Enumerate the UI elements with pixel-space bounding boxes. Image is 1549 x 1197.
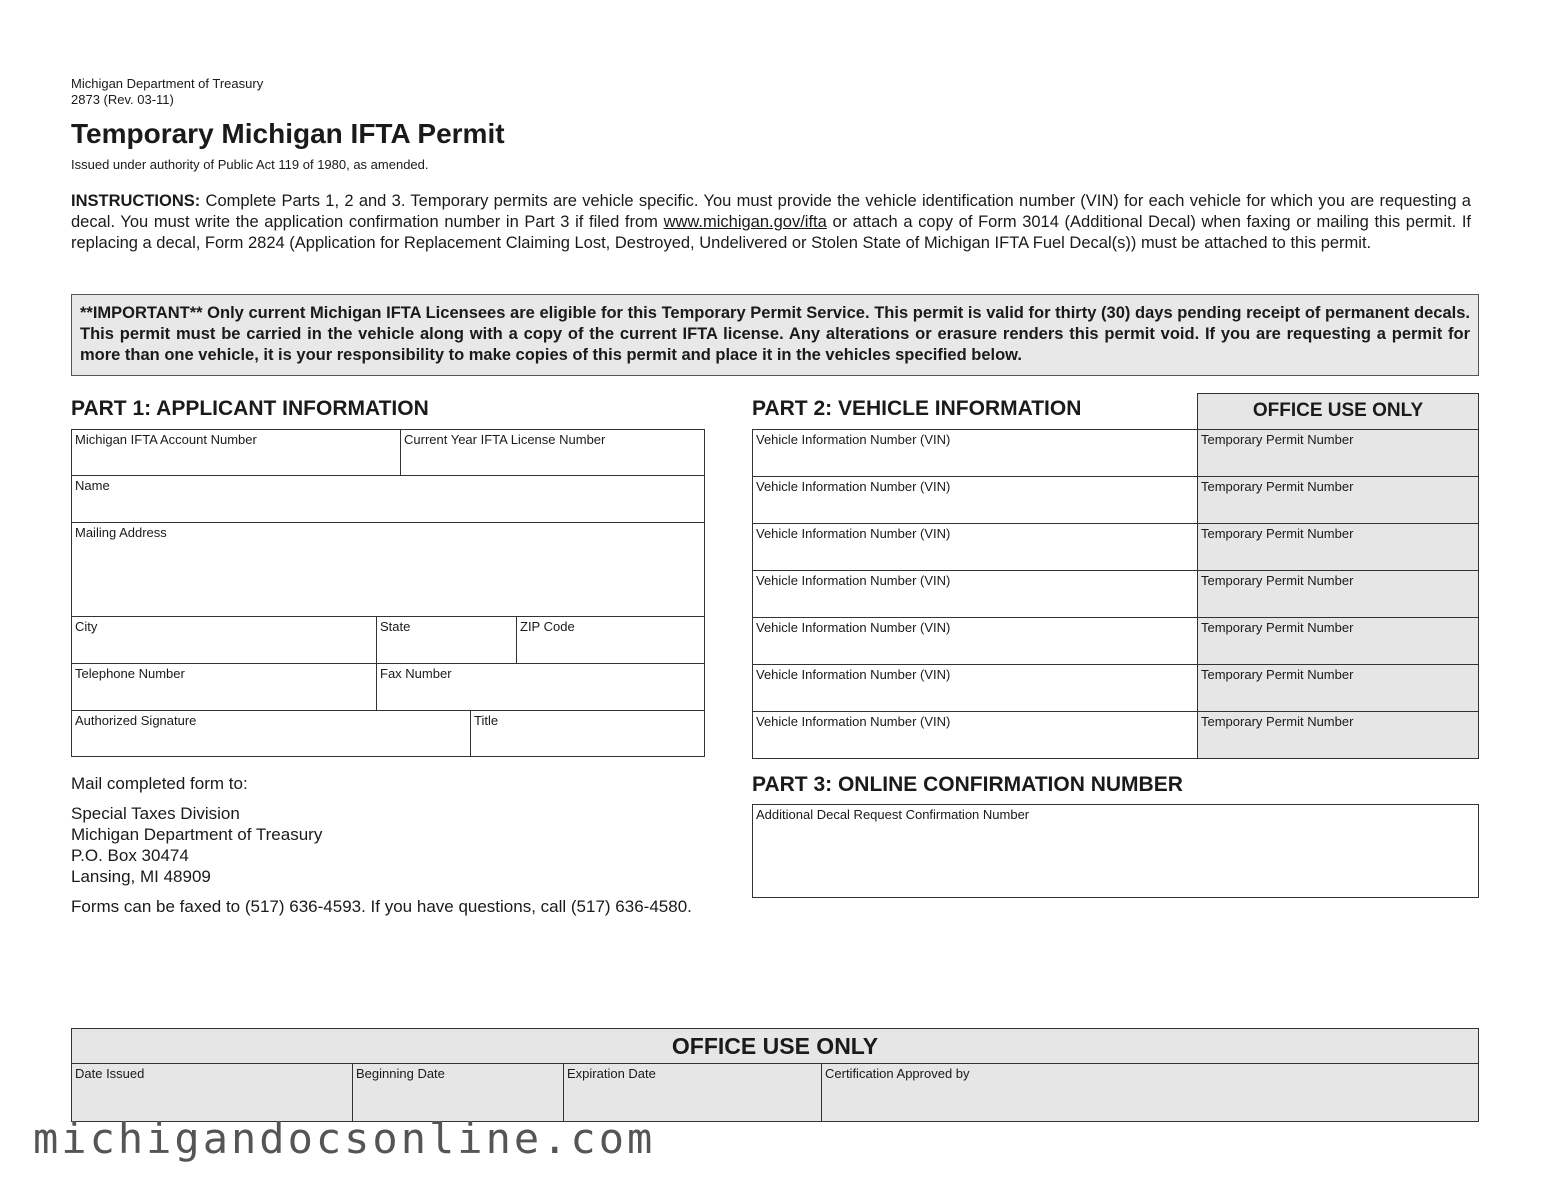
authority-note: Issued under authority of Public Act 119 of 1980, as amended.: [71, 157, 429, 172]
zip-field[interactable]: [516, 616, 705, 664]
important-notice: **IMPORTANT** Only current Michigan IFTA Licensees are eligible for this Temporary Permit Service. This permit is valid for thirty (30) days pending receipt of permanent decals. This permit must be carried in the vehicle along with a copy of the current IFTA license. Any alterations or erasure renders this permit void. If you are requesting a permit for more than one vehicle, it is your responsibility to make copies of this permit and place it in the vehicles specified below.: [71, 294, 1479, 376]
certification-label: Certification Approved by: [825, 1066, 970, 1081]
ifta-link[interactable]: www.michigan.gov/ifta: [663, 213, 827, 231]
vin-label: Vehicle Information Number (VIN): [756, 714, 951, 729]
part3-title: PART 3: ONLINE CONFIRMATION NUMBER: [752, 773, 1183, 796]
telephone-field[interactable]: [71, 663, 377, 711]
title-label: Title: [474, 713, 499, 728]
temporary-permit-number-label: Temporary Permit Number: [1201, 432, 1354, 447]
confirmation-number-field[interactable]: [752, 804, 1479, 898]
agency-name: Michigan Department of Treasury: [71, 76, 264, 91]
mail-intro: Mail completed form to:: [71, 774, 248, 793]
vin-label: Vehicle Information Number (VIN): [756, 526, 951, 541]
account-number-label: Michigan IFTA Account Number: [75, 432, 257, 447]
temporary-permit-number-label: Temporary Permit Number: [1201, 526, 1354, 541]
vin-label: Vehicle Information Number (VIN): [756, 620, 951, 635]
expiration-date-label: Expiration Date: [567, 1066, 656, 1081]
temporary-permit-number-label: Temporary Permit Number: [1201, 667, 1354, 682]
fax-field[interactable]: [376, 663, 705, 711]
license-number-field[interactable]: [400, 429, 705, 476]
beginning-date-label: Beginning Date: [356, 1066, 445, 1081]
instructions-label: INSTRUCTIONS:: [71, 192, 201, 210]
mail-line-3: P.O. Box 30474: [71, 846, 189, 865]
temporary-permit-number-field[interactable]: [1197, 429, 1479, 477]
temporary-permit-number-field[interactable]: [1197, 476, 1479, 524]
fax-note: Forms can be faxed to (517) 636-4593. If you have questions, call (517) 636-4580.: [71, 897, 692, 916]
form-revision: 2873 (Rev. 03-11): [71, 92, 174, 107]
vin-field[interactable]: [752, 664, 1198, 712]
mail-line-4: Lansing, MI 48909: [71, 867, 211, 886]
account-number-field[interactable]: [71, 429, 401, 476]
signature-field[interactable]: [71, 710, 471, 757]
state-label: State: [380, 619, 411, 634]
mailing-address-field[interactable]: [71, 522, 705, 617]
fax-label: Fax Number: [380, 666, 452, 681]
certification-field[interactable]: [821, 1063, 1479, 1122]
vin-label: Vehicle Information Number (VIN): [756, 432, 951, 447]
signature-label: Authorized Signature: [75, 713, 197, 728]
vin-field[interactable]: [752, 523, 1198, 571]
vin-label: Vehicle Information Number (VIN): [756, 479, 951, 494]
vin-field[interactable]: [752, 711, 1198, 759]
telephone-label: Telephone Number: [75, 666, 185, 681]
part1-title: PART 1: APPLICANT INFORMATION: [71, 397, 429, 420]
instructions-text-1: Complete Parts 1, 2 and 3. Temporary permits are vehicle specific. You must provide the vehicle identification number (VIN) for each vehicle for which you are requesting a decal. You must write the application confirmation number in Part 3 if filed from: [71, 192, 1471, 231]
name-field[interactable]: [71, 475, 705, 523]
temporary-permit-number-field[interactable]: [1197, 523, 1479, 571]
license-number-label: Current Year IFTA License Number: [404, 432, 606, 447]
temporary-permit-number-field[interactable]: [1197, 664, 1479, 712]
vin-field[interactable]: [752, 429, 1198, 477]
temporary-permit-number-label: Temporary Permit Number: [1201, 573, 1354, 588]
part2-title: PART 2: VEHICLE INFORMATION: [752, 397, 1082, 420]
mail-line-1: Special Taxes Division: [71, 804, 240, 823]
mail-line-2: Michigan Department of Treasury: [71, 825, 323, 844]
name-label: Name: [75, 478, 110, 493]
instructions-text-2: or attach a copy of Form 3014 (Additional Decal) when faxing or mailing this permit. If replacing a decal, Form 2824 (Application for Replacement Claiming Lost, Destroyed, Undelivered or Stolen State of Michigan IFTA Fuel Decal(s)) must be attached to this permit.: [71, 213, 1472, 252]
state-field[interactable]: [376, 616, 517, 664]
vin-field[interactable]: [752, 476, 1198, 524]
temporary-permit-number-label: Temporary Permit Number: [1201, 479, 1354, 494]
temporary-permit-number-field[interactable]: [1197, 617, 1479, 665]
mailing-address-label: Mailing Address: [75, 525, 167, 540]
office-use-header: OFFICE USE ONLY: [1197, 393, 1479, 430]
temporary-permit-number-label: Temporary Permit Number: [1201, 620, 1354, 635]
temporary-permit-number-field[interactable]: [1197, 570, 1479, 618]
temporary-permit-number-field[interactable]: [1197, 711, 1479, 759]
page-title: Temporary Michigan IFTA Permit: [71, 118, 505, 149]
zip-label: ZIP Code: [520, 619, 575, 634]
title-field[interactable]: [470, 710, 705, 757]
instructions: [71, 191, 1471, 254]
city-label: City: [75, 619, 98, 634]
vin-label: Vehicle Information Number (VIN): [756, 573, 951, 588]
vin-field[interactable]: [752, 617, 1198, 665]
vin-field[interactable]: [752, 570, 1198, 618]
watermark: michigandocsonline.com: [33, 1114, 656, 1163]
vin-label: Vehicle Information Number (VIN): [756, 667, 951, 682]
confirmation-number-label: Additional Decal Request Confirmation Number: [756, 807, 1030, 822]
city-field[interactable]: [71, 616, 377, 664]
date-issued-label: Date Issued: [75, 1066, 145, 1081]
office-use-bottom-header: OFFICE USE ONLY: [71, 1028, 1479, 1064]
temporary-permit-number-label: Temporary Permit Number: [1201, 714, 1354, 729]
